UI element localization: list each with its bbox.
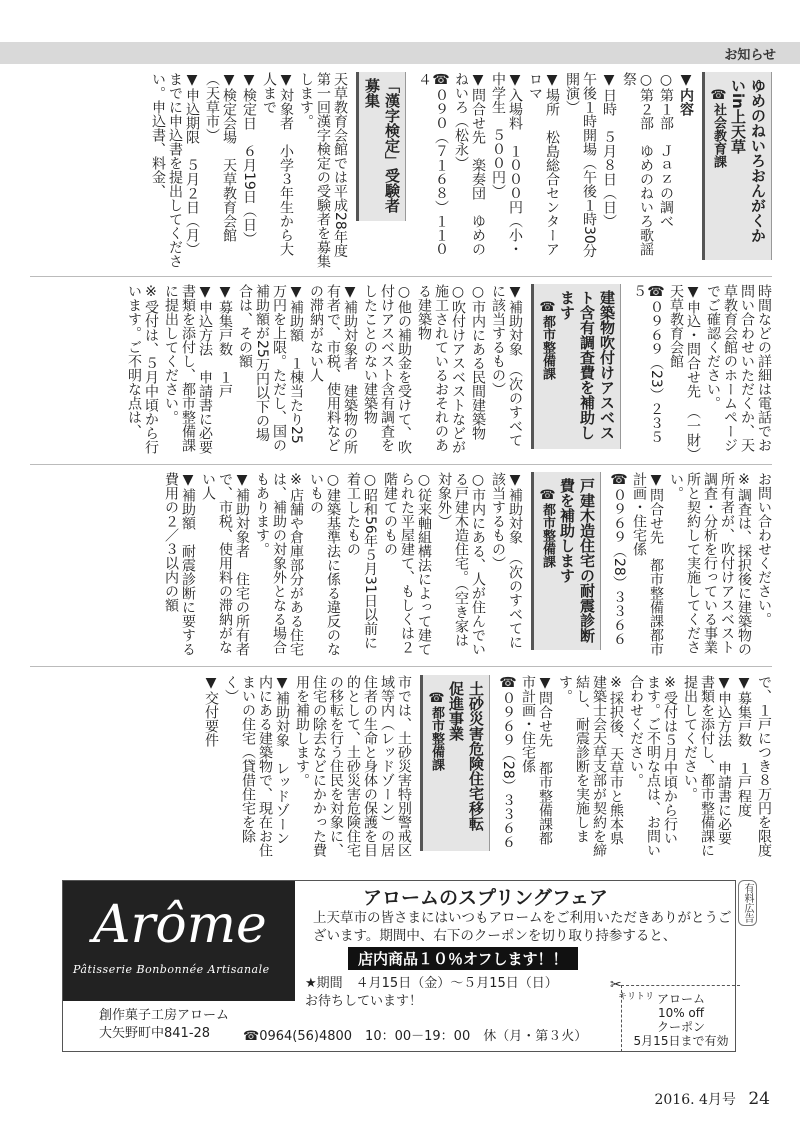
period-note: お待ちしています！ [305,994,423,1009]
issue-label: 2016. 4月号 [654,1092,736,1108]
text-line: ○市内にある民間建築物 [470,284,486,440]
article-heading-kanji [356,72,406,221]
coupon-line: クーポン [656,1020,705,1034]
shop-hours: ☎0964(56)4800 10：00－19：00 休（月・第３火） [243,1029,588,1044]
article-body-kanji-cont [627,284,772,454]
text-line: ▼補助額 耐震診断に要する費用の２／３以内の額 [163,472,196,656]
text-line: ○市内にある、人が住んでいる戸建木造住宅。（空き家は対象外） [436,472,486,656]
text-line: ※採択後、天草市と熊本県建築士会天草支部が契約を締結し、耐震診断を実施します。 [557,675,624,857]
article-heading-asbestos [531,284,621,449]
text-line: ▼問合せ先 都市整備課都市計画・住宅係 [631,472,664,656]
text-line: ▼補助対象 （次のすべてに該当するもの） [490,284,523,447]
text-line: ▼募集戸数 １戸 [217,284,233,398]
text-line: ▼場所 松島総合センターアロマ [527,72,560,256]
coupon-line: 5月15日まで有効 [633,1034,729,1048]
text-line: ※受付は５月中頃から行います。ご不明な点は、お問い合わせください。 [628,675,678,857]
ad-period [305,975,558,1011]
scissors-icon: ✂ [610,977,622,993]
text-line: ▼募集戸数 １戸程度 [736,675,752,817]
text-line: ※店舗や倉庫部分がある住宅は、補助の対象外となる場合もあります。 [254,472,304,656]
text-line: ○第１部 Ｊａｚの調べ [658,72,674,228]
text-line: ▼日時 ５月８日（日） [601,72,617,228]
text-line: ☎０９６９（28）３３６６ [611,472,627,646]
text-line: ▼交付要件 [203,675,219,747]
article-heading-music [702,72,772,260]
coupon-line: 10% off [657,1006,705,1020]
divider [30,666,772,667]
section-header-bar [0,42,800,64]
advertisement [62,880,736,1052]
logo-text: Arôme [93,895,267,955]
text-line: ○第２部 ゆめのねいろ歌謡祭 [621,72,654,256]
text-line: ※受付は、５月中頃から行います。ご不明な点は、 [126,284,159,454]
text-line: ▼申込方法 申請書に必要書類を添付し、都市整備課に提出してください。 [163,284,213,454]
paid-ad-tag: 有料広告 [738,880,757,926]
text-line: ▼補助対象者 住宅の所有者で、市税、使用料の滞納がない人 [200,472,250,656]
text-line: ○従来軸組構法によって建てられた平屋建て、もしくは２階建てのもの [382,472,432,656]
text-line: ▼申込方法 申請書に必要書類を添付し、都市整備課に提出してください。 [682,675,732,857]
article-dept: ☎都市整備課 [540,300,555,380]
coupon-line: アローム [656,992,705,1006]
row-3 [30,472,772,656]
text-line: ▼補助対象 （次のすべてに該当するもの） [490,472,523,649]
text-line: ▼内容 [678,72,694,116]
article-body-asbestos-cont [607,472,772,656]
logo-tagline: Pâtisserie Bonbonnée Artisanale [73,963,270,976]
coupon[interactable] [610,977,740,1052]
row-1 [30,72,772,268]
text-line: 時間などの詳細は電話でお問い合わせいただくか、天草教育会館のホームページでご確認ください。 [705,284,772,452]
article-dept: ☎都市整備課 [429,691,444,771]
page-number: 24 [748,1089,770,1109]
article-title: 土砂災害危険住宅移転促進事業 [447,681,485,831]
shop-info [99,1007,229,1043]
article-dept: ☎社会教育課 [711,88,726,168]
page-footer [654,1089,770,1109]
text-line: ☎０９６９（23）２３５５ [631,284,664,444]
text-line: ○昭和56年５月31日以前に着工したもの [345,472,378,650]
article-body-seismic [159,472,523,656]
cut-line-label: キリトリ [618,992,655,1002]
ad-body: 上天草市の皆さまにはいつもアロームをご利用いただきありがとうございます。期間中、右下のクーポンを切り取り持参すると、 [313,910,732,944]
article-body-kanji [146,72,348,268]
period-line: ★期間 ４月15日（金）～５月15日（日） [305,976,558,991]
article-title: 建築物吹付けアスベスト含有調査費を補助します [558,290,616,440]
sale-banner: 店内商品１０％オフします！！ [348,947,578,970]
article-heading-landslide [420,675,490,851]
text-line: ○吹付けアスベストなどが施工されているおそれのある建築物 [416,284,466,454]
text-line: 天草教育会館では平成28年度第一回漢字検定の受験者を募集します。 [298,72,348,268]
article-title: 「漢字検定」受験者募集 [363,78,401,213]
shop-name: 創作菓子工房アローム [99,1008,230,1023]
text-line: で、１戸につき８万円を限度 [756,675,772,857]
text-line: ☎０９６９（28）３３６６ [500,675,516,849]
text-line: 午後１時開場（午後１時30分開演） [564,72,597,258]
article-heading-seismic [531,472,601,650]
row-4 [30,675,772,857]
text-line: ▼補助対象 レッドゾーン内にある建築物で、現在お住まいの住宅（貸借住宅を除く） [223,675,290,857]
article-body-music [412,72,694,268]
text-line: ▼問合せ先 都市整備課都市計画・住宅係 [520,675,553,845]
text-line: ○他の補助金を受けて、吹付けアスベスト含有調査をしたことのない建築物 [362,284,412,454]
text-line: ▼補助対象者 建築物の所有者で、市税、使用料などの滞納がない人 [308,284,358,454]
article-title: ゆめのねいろおんがくかいin上天草 [729,78,767,243]
text-line: お問い合わせください。 [756,472,772,626]
shop-logo [63,881,295,1001]
article-dept: ☎都市整備課 [540,488,555,568]
text-line: ▼検定日 ６月19日（日） [241,72,257,246]
text-line: ☎０９０（７１６８）１１０４ [416,72,449,256]
article-body-asbestos [122,284,523,454]
text-line: ○建築基準法に係る違反のないもの [308,472,341,656]
text-line: ▼申込期限 ５月２日（月）までに申込書を提出してください。申込書、料金、 [150,72,200,268]
text-line: ▼入場料 １０００円（小・中学生 ５００円） [490,72,523,256]
divider [30,276,772,277]
section-label: お知らせ [724,48,776,63]
text-line: ▼申込・問合せ先 （一財）天草教育会館 [668,284,701,454]
text-line: ▼対象者 小学３年生から大人まで [261,72,294,256]
text-line: ※調査は、採択後に建築物の所有者が、吹付けアスベスト調査・分析を行っている事業所と契約して実施してください。 [668,472,752,656]
divider [30,464,772,465]
text-line: ▼補助額 １棟当たり25万円を上限。ただし、国の補助額が25万円以下の場合は、その額 [237,284,304,452]
article-body-seismic-cont [496,675,772,857]
row-2 [30,284,772,454]
ad-title: アロームのスプリングフェア [363,887,608,909]
text-line: 市では、土砂災害特別警戒区域等内（レッドゾーン）の居住者の生命と身体の保護を目的として、土砂災害危険住宅の移転を行う住民を対象に、住宅の除去などにかかった費用を補助します。 [294,675,412,857]
article-title: 戸建木造住宅の耐震診断費を補助します [558,478,596,643]
article-body-landslide [199,675,412,857]
shop-address: 大矢野町中841-28 [99,1026,211,1041]
text-line: ▼検定会場 天草教育会館（天草市） [204,72,237,242]
text-line: ▼問合せ先 楽奏団 ゆめのねいろ（松永） [453,72,486,256]
